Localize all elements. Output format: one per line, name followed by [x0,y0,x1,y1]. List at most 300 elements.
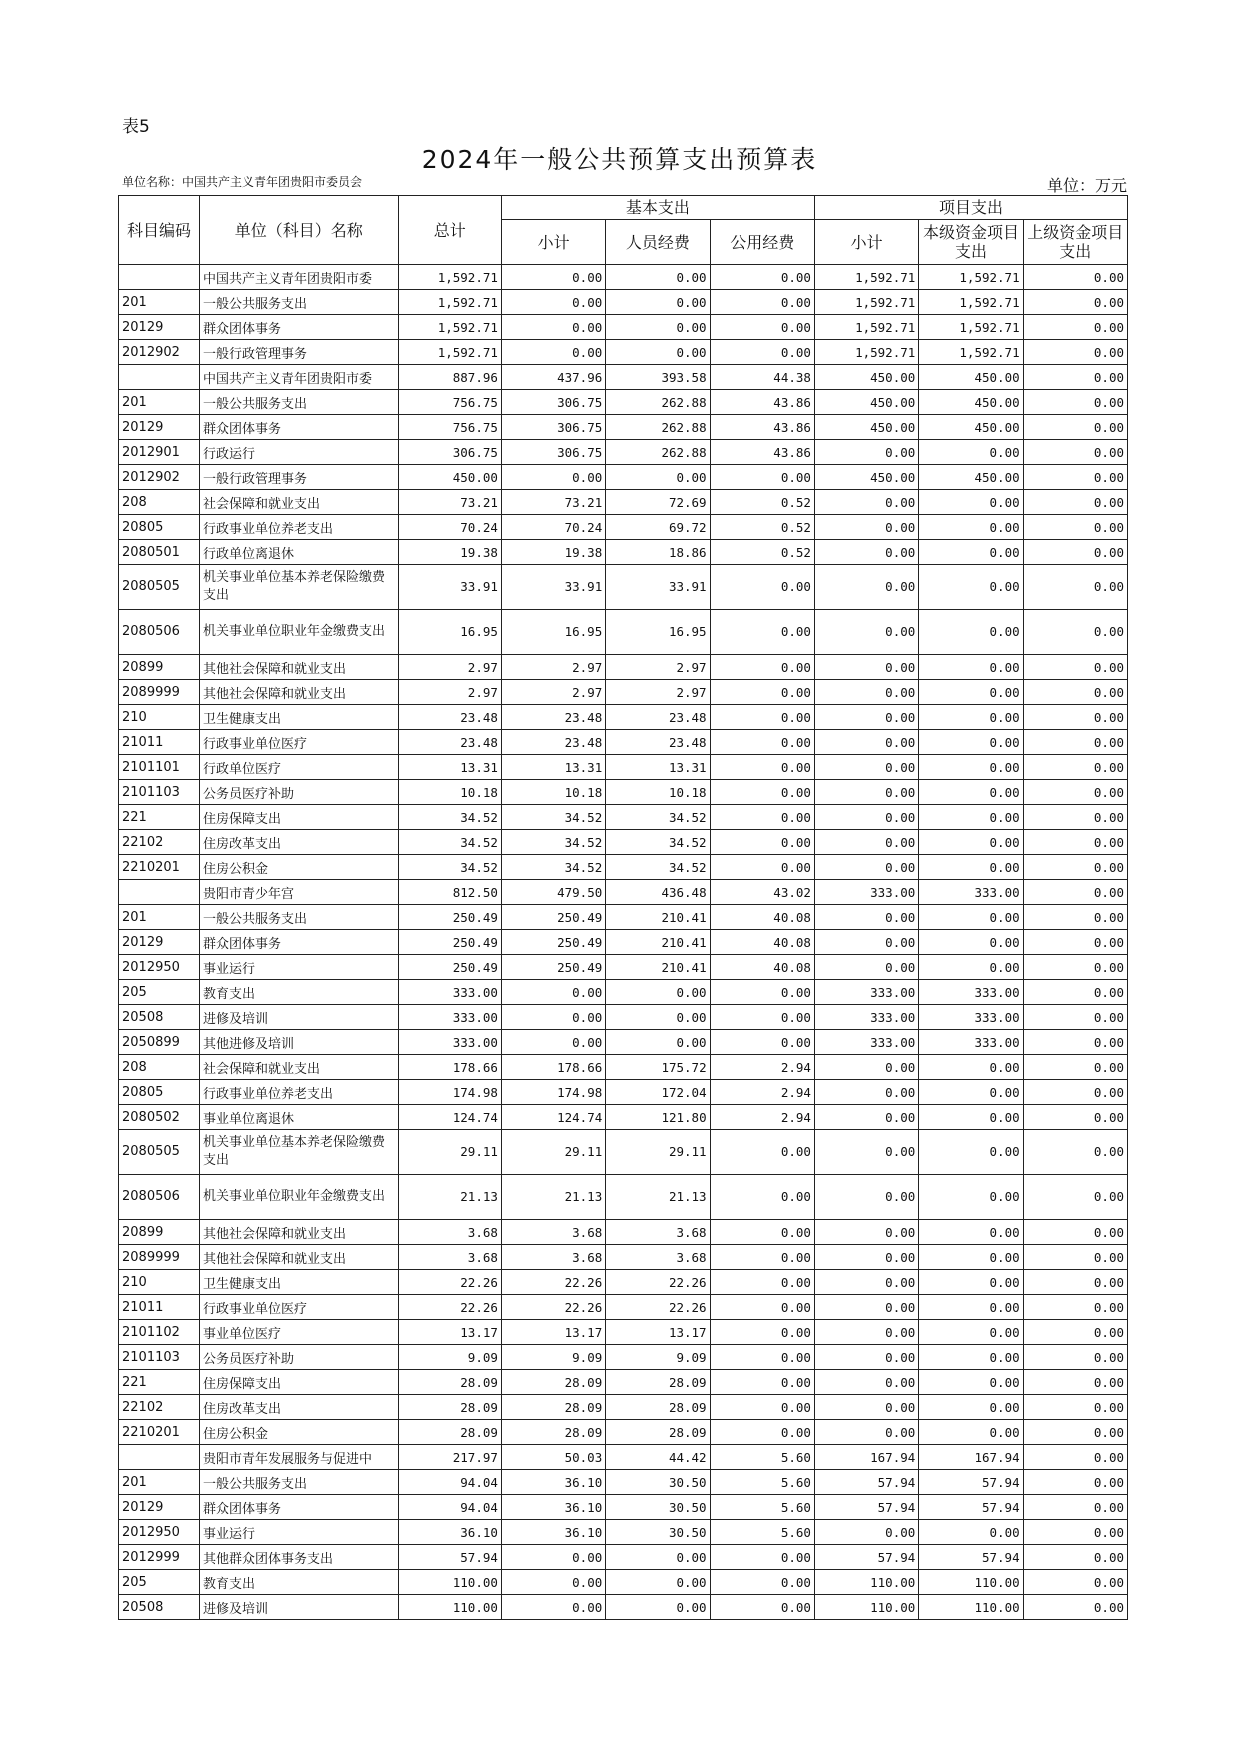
cell-public: 0.00 [710,1005,814,1030]
cell-upper-project: 0.00 [1023,1395,1127,1420]
cell-upper-project: 0.00 [1023,880,1127,905]
cell-local-project: 0.00 [919,780,1023,805]
cell-name: 贵阳市青年发展服务与促进中 [200,1445,399,1470]
cell-upper-project: 0.00 [1023,730,1127,755]
cell-public: 0.52 [710,490,814,515]
cell-basic-subtotal: 33.91 [501,565,605,610]
cell-public: 0.00 [710,680,814,705]
cell-basic-subtotal: 23.48 [501,705,605,730]
cell-name: 一般公共服务支出 [200,290,399,315]
cell-total: 22.26 [398,1270,501,1295]
cell-upper-project: 0.00 [1023,1520,1127,1545]
cell-upper-project: 0.00 [1023,290,1127,315]
cell-upper-project: 0.00 [1023,1130,1127,1175]
cell-code [119,265,200,290]
cell-public: 0.00 [710,1175,814,1220]
cell-basic-subtotal: 0.00 [501,265,605,290]
cell-total: 178.66 [398,1055,501,1080]
cell-project-subtotal: 0.00 [814,1245,918,1270]
cell-name: 中国共产主义青年团贵阳市委 [200,365,399,390]
cell-local-project: 450.00 [919,365,1023,390]
cell-total: 34.52 [398,830,501,855]
cell-local-project: 333.00 [919,980,1023,1005]
cell-upper-project: 0.00 [1023,1420,1127,1445]
cell-personnel: 0.00 [606,1570,710,1595]
header-basic-expenditure: 基本支出 [501,196,814,220]
cell-public: 0.00 [710,1295,814,1320]
cell-total: 3.68 [398,1245,501,1270]
cell-personnel: 0.00 [606,1005,710,1030]
cell-upper-project: 0.00 [1023,830,1127,855]
cell-upper-project: 0.00 [1023,1030,1127,1055]
cell-name: 住房保障支出 [200,1370,399,1395]
table-row [119,755,1128,780]
cell-basic-subtotal: 124.74 [501,1105,605,1130]
cell-total: 36.10 [398,1520,501,1545]
cell-upper-project: 0.00 [1023,1320,1127,1345]
cell-code: 20129 [119,930,200,955]
cell-project-subtotal: 0.00 [814,1520,918,1545]
cell-project-subtotal: 0.00 [814,1220,918,1245]
cell-upper-project: 0.00 [1023,980,1127,1005]
cell-personnel: 30.50 [606,1470,710,1495]
cell-basic-subtotal: 28.09 [501,1395,605,1420]
cell-project-subtotal: 0.00 [814,1270,918,1295]
cell-public: 0.00 [710,1130,814,1175]
cell-personnel: 0.00 [606,265,710,290]
cell-upper-project: 0.00 [1023,905,1127,930]
cell-project-subtotal: 1,592.71 [814,340,918,365]
cell-name: 行政事业单位养老支出 [200,515,399,540]
cell-code: 2012902 [119,465,200,490]
cell-upper-project: 0.00 [1023,1495,1127,1520]
cell-project-subtotal: 0.00 [814,780,918,805]
cell-basic-subtotal: 9.09 [501,1345,605,1370]
cell-project-subtotal: 333.00 [814,1030,918,1055]
cell-basic-subtotal: 174.98 [501,1080,605,1105]
cell-upper-project: 0.00 [1023,1175,1127,1220]
cell-public: 0.00 [710,1570,814,1595]
cell-basic-subtotal: 36.10 [501,1495,605,1520]
cell-total: 333.00 [398,980,501,1005]
cell-basic-subtotal: 28.09 [501,1420,605,1445]
cell-project-subtotal: 0.00 [814,1345,918,1370]
cell-basic-subtotal: 306.75 [501,390,605,415]
cell-code: 20129 [119,415,200,440]
cell-code: 2080501 [119,540,200,565]
cell-local-project: 450.00 [919,415,1023,440]
cell-total: 110.00 [398,1595,501,1620]
cell-name: 卫生健康支出 [200,1270,399,1295]
cell-personnel: 13.31 [606,755,710,780]
cell-basic-subtotal: 70.24 [501,515,605,540]
cell-project-subtotal: 0.00 [814,955,918,980]
unit-name-label: 单位名称：中国共产主义青年团贵阳市委员会 [122,175,363,189]
cell-code: 2210201 [119,1420,200,1445]
cell-project-subtotal: 0.00 [814,1295,918,1320]
cell-local-project: 0.00 [919,830,1023,855]
cell-total: 887.96 [398,365,501,390]
cell-personnel: 33.91 [606,565,710,610]
cell-total: 174.98 [398,1080,501,1105]
cell-public: 0.00 [710,780,814,805]
cell-public: 5.60 [710,1520,814,1545]
cell-code: 2080506 [119,610,200,655]
cell-total: 70.24 [398,515,501,540]
table-row [119,1270,1128,1295]
cell-name: 其他社会保障和就业支出 [200,1245,399,1270]
cell-basic-subtotal: 2.97 [501,680,605,705]
cell-code: 201 [119,290,200,315]
cell-public: 0.52 [710,515,814,540]
table-row [119,415,1128,440]
cell-total: 217.97 [398,1445,501,1470]
table-row [119,515,1128,540]
cell-project-subtotal: 0.00 [814,1175,918,1220]
cell-code: 201 [119,905,200,930]
cell-public: 0.00 [710,465,814,490]
cell-project-subtotal: 0.00 [814,1320,918,1345]
cell-code: 2210201 [119,855,200,880]
cell-name: 事业单位离退休 [200,1105,399,1130]
cell-basic-subtotal: 28.09 [501,1370,605,1395]
cell-personnel: 262.88 [606,415,710,440]
cell-project-subtotal: 0.00 [814,1370,918,1395]
cell-basic-subtotal: 34.52 [501,805,605,830]
table-row [119,1105,1128,1130]
cell-basic-subtotal: 36.10 [501,1470,605,1495]
cell-basic-subtotal: 0.00 [501,980,605,1005]
cell-personnel: 0.00 [606,465,710,490]
table-body [119,265,1128,1620]
cell-code: 208 [119,490,200,515]
cell-code: 2080506 [119,1175,200,1220]
cell-total: 812.50 [398,880,501,905]
cell-personnel: 210.41 [606,955,710,980]
cell-public: 0.00 [710,1595,814,1620]
cell-code [119,365,200,390]
cell-total: 250.49 [398,930,501,955]
cell-name: 其他社会保障和就业支出 [200,1220,399,1245]
cell-basic-subtotal: 13.31 [501,755,605,780]
cell-public: 0.00 [710,290,814,315]
cell-upper-project: 0.00 [1023,780,1127,805]
cell-upper-project: 0.00 [1023,490,1127,515]
cell-public: 40.08 [710,905,814,930]
cell-public: 0.00 [710,830,814,855]
cell-total: 9.09 [398,1345,501,1370]
cell-project-subtotal: 0.00 [814,440,918,465]
cell-code: 20805 [119,515,200,540]
cell-code: 2012950 [119,1520,200,1545]
table-row [119,440,1128,465]
cell-project-subtotal: 0.00 [814,1395,918,1420]
cell-name: 住房改革支出 [200,830,399,855]
cell-public: 43.86 [710,415,814,440]
cell-local-project: 57.94 [919,1545,1023,1570]
cell-basic-subtotal: 306.75 [501,440,605,465]
cell-name: 事业运行 [200,1520,399,1545]
table-row [119,1030,1128,1055]
cell-basic-subtotal: 250.49 [501,955,605,980]
cell-upper-project: 0.00 [1023,1545,1127,1570]
cell-personnel: 2.97 [606,655,710,680]
cell-code: 2012950 [119,955,200,980]
cell-total: 1,592.71 [398,265,501,290]
cell-code: 2101103 [119,780,200,805]
cell-personnel: 3.68 [606,1245,710,1270]
cell-personnel: 29.11 [606,1130,710,1175]
cell-code: 2101103 [119,1345,200,1370]
cell-public: 5.60 [710,1445,814,1470]
cell-total: 250.49 [398,905,501,930]
cell-basic-subtotal: 10.18 [501,780,605,805]
budget-table [118,195,1128,1620]
cell-name: 一般行政管理事务 [200,340,399,365]
cell-upper-project: 0.00 [1023,1055,1127,1080]
cell-basic-subtotal: 0.00 [501,1030,605,1055]
cell-name: 群众团体事务 [200,930,399,955]
header-project-expenditure: 项目支出 [814,196,1127,220]
cell-name: 其他群众团体事务支出 [200,1545,399,1570]
cell-upper-project: 0.00 [1023,705,1127,730]
cell-local-project: 0.00 [919,1245,1023,1270]
cell-public: 0.00 [710,755,814,780]
cell-personnel: 2.97 [606,680,710,705]
cell-local-project: 0.00 [919,1370,1023,1395]
table-row [119,805,1128,830]
cell-name: 住房保障支出 [200,805,399,830]
header-project-subtotal: 小计 [814,220,918,265]
cell-name: 机关事业单位职业年金缴费支出 [200,1175,399,1220]
cell-personnel: 436.48 [606,880,710,905]
cell-code: 20805 [119,1080,200,1105]
cell-basic-subtotal: 250.49 [501,930,605,955]
table-row [119,955,1128,980]
cell-upper-project: 0.00 [1023,655,1127,680]
cell-personnel: 0.00 [606,340,710,365]
table-row [119,1080,1128,1105]
cell-upper-project: 0.00 [1023,1370,1127,1395]
cell-code: 20508 [119,1005,200,1030]
cell-name: 一般公共服务支出 [200,905,399,930]
cell-public: 44.38 [710,365,814,390]
cell-total: 19.38 [398,540,501,565]
cell-code: 2012999 [119,1545,200,1570]
cell-code: 2101102 [119,1320,200,1345]
cell-personnel: 0.00 [606,1545,710,1570]
cell-total: 28.09 [398,1420,501,1445]
cell-name: 进修及培训 [200,1595,399,1620]
cell-basic-subtotal: 13.17 [501,1320,605,1345]
cell-local-project: 1,592.71 [919,265,1023,290]
cell-total: 1,592.71 [398,340,501,365]
cell-total: 22.26 [398,1295,501,1320]
table-row [119,265,1128,290]
cell-basic-subtotal: 0.00 [501,1005,605,1030]
cell-total: 34.52 [398,855,501,880]
cell-name: 社会保障和就业支出 [200,490,399,515]
cell-upper-project: 0.00 [1023,265,1127,290]
cell-local-project: 333.00 [919,1030,1023,1055]
cell-project-subtotal: 0.00 [814,1080,918,1105]
cell-public: 2.94 [710,1105,814,1130]
cell-project-subtotal: 0.00 [814,830,918,855]
table-row [119,565,1128,610]
cell-total: 23.48 [398,730,501,755]
cell-public: 0.00 [710,655,814,680]
cell-project-subtotal: 0.00 [814,855,918,880]
cell-code: 205 [119,1570,200,1595]
cell-personnel: 30.50 [606,1495,710,1520]
table-row [119,1245,1128,1270]
cell-personnel: 28.09 [606,1370,710,1395]
header-local-project: 本级资金项目支出 [919,220,1023,265]
cell-local-project: 0.00 [919,1080,1023,1105]
cell-name: 机关事业单位基本养老保险缴费支出 [200,1130,399,1175]
cell-public: 43.86 [710,440,814,465]
cell-local-project: 0.00 [919,565,1023,610]
table-row [119,1445,1128,1470]
cell-basic-subtotal: 0.00 [501,290,605,315]
cell-project-subtotal: 333.00 [814,1005,918,1030]
table-row [119,855,1128,880]
cell-personnel: 393.58 [606,365,710,390]
cell-project-subtotal: 0.00 [814,805,918,830]
cell-personnel: 72.69 [606,490,710,515]
table-row [119,980,1128,1005]
header-basic-subtotal: 小计 [501,220,605,265]
cell-upper-project: 0.00 [1023,1295,1127,1320]
table-row [119,1495,1128,1520]
cell-local-project: 0.00 [919,1420,1023,1445]
cell-code: 20899 [119,655,200,680]
cell-basic-subtotal: 479.50 [501,880,605,905]
cell-local-project: 1,592.71 [919,290,1023,315]
cell-public: 5.60 [710,1495,814,1520]
cell-project-subtotal: 333.00 [814,880,918,905]
table-row [119,1370,1128,1395]
header-public: 公用经费 [710,220,814,265]
cell-personnel: 28.09 [606,1420,710,1445]
cell-code: 2080502 [119,1105,200,1130]
cell-personnel: 3.68 [606,1220,710,1245]
cell-total: 28.09 [398,1370,501,1395]
cell-basic-subtotal: 2.97 [501,655,605,680]
cell-public: 43.02 [710,880,814,905]
cell-project-subtotal: 1,592.71 [814,315,918,340]
cell-upper-project: 0.00 [1023,515,1127,540]
page-title: 2024年一般公共预算支出预算表 [421,145,818,174]
cell-basic-subtotal: 50.03 [501,1445,605,1470]
cell-project-subtotal: 57.94 [814,1470,918,1495]
cell-upper-project: 0.00 [1023,1105,1127,1130]
cell-code: 2089999 [119,680,200,705]
table-row [119,1295,1128,1320]
cell-code [119,880,200,905]
cell-personnel: 210.41 [606,930,710,955]
table-row [119,830,1128,855]
cell-upper-project: 0.00 [1023,565,1127,610]
cell-basic-subtotal: 23.48 [501,730,605,755]
cell-total: 94.04 [398,1495,501,1520]
table-row [119,540,1128,565]
cell-public: 40.08 [710,930,814,955]
table-row [119,1570,1128,1595]
cell-local-project: 110.00 [919,1595,1023,1620]
cell-basic-subtotal: 306.75 [501,415,605,440]
table-row [119,930,1128,955]
cell-public: 0.52 [710,540,814,565]
table-row [119,730,1128,755]
cell-project-subtotal: 1,592.71 [814,290,918,315]
cell-public: 2.94 [710,1080,814,1105]
cell-personnel: 121.80 [606,1105,710,1130]
cell-code: 22102 [119,830,200,855]
cell-code: 20129 [119,1495,200,1520]
cell-basic-subtotal: 0.00 [501,1595,605,1620]
cell-project-subtotal: 0.00 [814,930,918,955]
cell-local-project: 0.00 [919,1295,1023,1320]
cell-upper-project: 0.00 [1023,855,1127,880]
cell-upper-project: 0.00 [1023,1570,1127,1595]
cell-code: 20129 [119,315,200,340]
cell-local-project: 0.00 [919,1055,1023,1080]
table-row [119,1345,1128,1370]
cell-code: 22102 [119,1395,200,1420]
cell-local-project: 1,592.71 [919,315,1023,340]
cell-public: 0.00 [710,1370,814,1395]
cell-personnel: 262.88 [606,390,710,415]
cell-local-project: 0.00 [919,855,1023,880]
cell-project-subtotal: 333.00 [814,980,918,1005]
cell-basic-subtotal: 0.00 [501,340,605,365]
cell-name: 群众团体事务 [200,315,399,340]
cell-name: 公务员医疗补助 [200,780,399,805]
cell-name: 行政单位医疗 [200,755,399,780]
cell-local-project: 0.00 [919,1175,1023,1220]
header-name: 单位（科目）名称 [200,196,399,265]
cell-total: 756.75 [398,390,501,415]
cell-personnel: 262.88 [606,440,710,465]
cell-total: 23.48 [398,705,501,730]
cell-basic-subtotal: 0.00 [501,1545,605,1570]
cell-name: 群众团体事务 [200,1495,399,1520]
cell-personnel: 0.00 [606,290,710,315]
cell-public: 40.08 [710,955,814,980]
cell-project-subtotal: 57.94 [814,1495,918,1520]
header-total: 总计 [398,196,501,265]
cell-name: 其他社会保障和就业支出 [200,655,399,680]
cell-local-project: 0.00 [919,930,1023,955]
cell-personnel: 23.48 [606,705,710,730]
cell-total: 2.97 [398,655,501,680]
cell-project-subtotal: 450.00 [814,390,918,415]
cell-total: 333.00 [398,1030,501,1055]
cell-upper-project: 0.00 [1023,1595,1127,1620]
cell-total: 450.00 [398,465,501,490]
table-row [119,610,1128,655]
table-row [119,1130,1128,1175]
cell-total: 756.75 [398,415,501,440]
cell-public: 43.86 [710,390,814,415]
cell-name: 其他社会保障和就业支出 [200,680,399,705]
header-personnel: 人员经费 [606,220,710,265]
table-row [119,1420,1128,1445]
table-row [119,1005,1128,1030]
cell-public: 0.00 [710,1270,814,1295]
cell-basic-subtotal: 250.49 [501,905,605,930]
